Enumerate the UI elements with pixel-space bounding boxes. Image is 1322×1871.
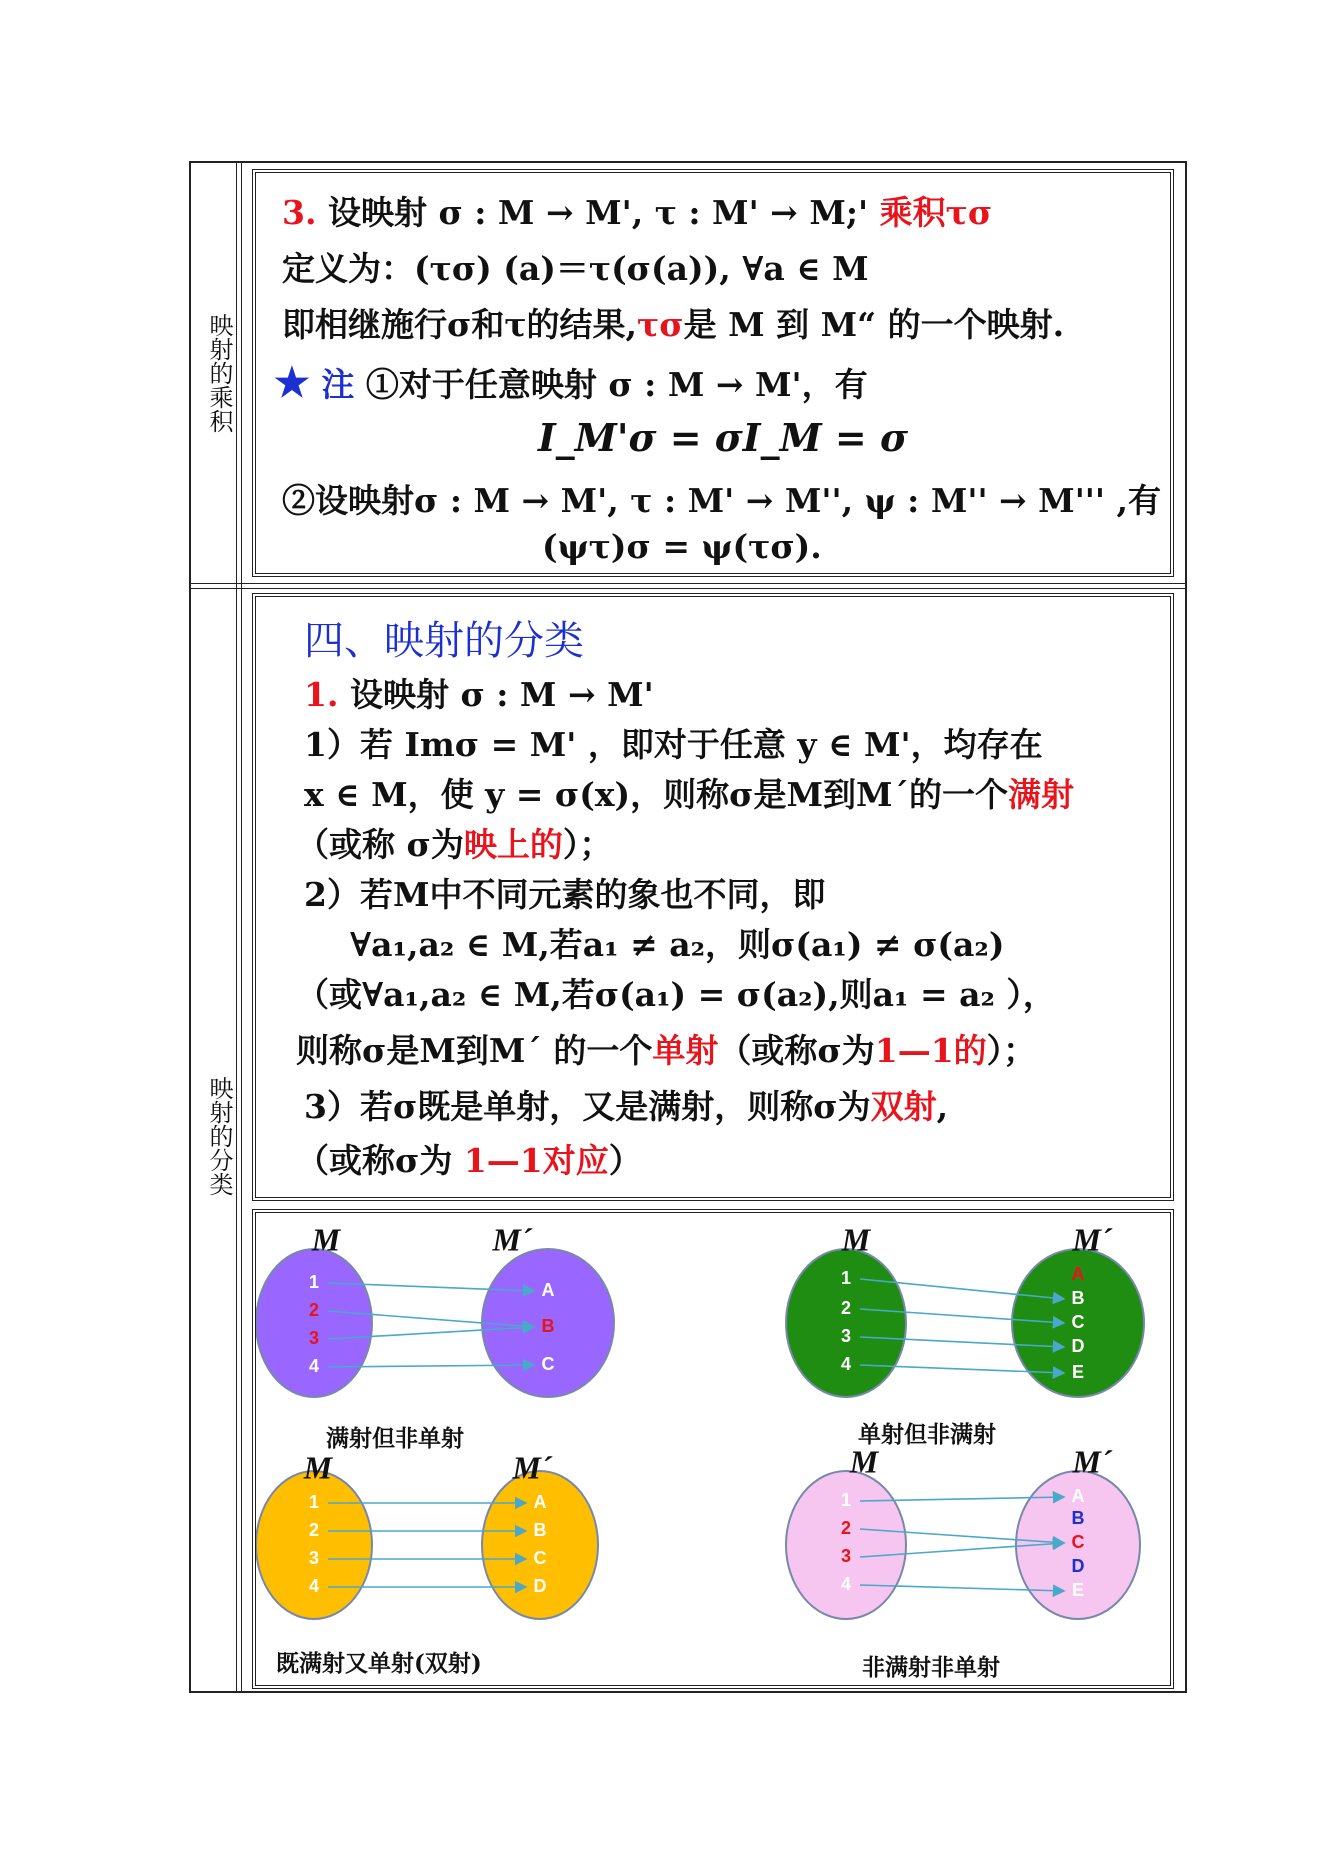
codomain-element: B xyxy=(1071,1507,1085,1528)
codomain-element: D xyxy=(1071,1335,1085,1356)
caption-neither: 非满射非单射 xyxy=(862,1654,1000,1681)
surjective-text: x ∈ M，使 y = σ(x)，则称σ是M到M´的一个 xyxy=(304,775,1009,814)
star-icon: ★ xyxy=(274,359,310,406)
onto-text: （或称 σ为 xyxy=(296,825,464,864)
classification-box xyxy=(252,593,1174,1201)
domain-label: M xyxy=(303,1449,333,1486)
surjective-condition: 1）若 Imσ = M' ，即对于任意 y ∈ M'，均存在 xyxy=(304,725,1043,764)
item-number: 1. xyxy=(304,675,339,714)
codomain-label: M´ xyxy=(1072,1221,1112,1258)
bijective-term: 双射 xyxy=(870,1087,937,1126)
injective-condition: 2）若M中不同元素的象也不同，即 xyxy=(304,875,826,914)
associativity-formula: (ψτ)σ = ψ(τσ). xyxy=(542,527,822,566)
domain-element: 4 xyxy=(308,1575,320,1596)
injective-formula-alt: （或∀a₁,a₂ ∈ M,若σ(a₁) = σ(a₂),则a₁ = a₂ ）， xyxy=(296,975,1056,1014)
domain-element: 4 xyxy=(308,1355,320,1376)
domain-label: M xyxy=(841,1221,871,1258)
composition-text: 即相继施行σ和τ的结果, xyxy=(282,305,638,344)
domain-element: 1 xyxy=(308,1271,320,1292)
bijective-text: 3）若σ既是单射，又是满射，则称σ为 xyxy=(304,1087,871,1126)
product-box xyxy=(252,169,1174,577)
associativity-condition: ②设映射σ : M → M', τ : M' → M'', ψ : M'' → M''' ,有 xyxy=(282,481,1161,520)
correspondence-term: 1—1对应 xyxy=(463,1141,609,1180)
identity-formula: I_M'σ = σI_M = σ xyxy=(538,415,908,460)
domain-element: 3 xyxy=(840,1325,852,1346)
domain-element: 2 xyxy=(840,1297,852,1318)
domain-element: 1 xyxy=(308,1491,320,1512)
side-label-classification: 映射的分类 xyxy=(205,1075,233,1196)
codomain-label: M´ xyxy=(512,1449,552,1486)
injective-text-mid: （或称σ为 xyxy=(718,1031,875,1070)
codomain-element: E xyxy=(1071,1579,1085,1600)
codomain-element: B xyxy=(541,1315,555,1336)
injective-term: 单射 xyxy=(652,1031,719,1070)
onto-text-end: ）； xyxy=(562,825,613,864)
codomain-element: D xyxy=(1071,1555,1085,1576)
caption-injective: 单射但非满射 xyxy=(858,1421,996,1448)
domain-element: 3 xyxy=(308,1327,320,1348)
domain-element: 2 xyxy=(308,1299,320,1320)
codomain-element: A xyxy=(533,1491,547,1512)
section-heading: 四、映射的分类 xyxy=(304,618,584,664)
codomain-label: M´ xyxy=(492,1221,532,1258)
one-to-one-term: 1—1的 xyxy=(874,1031,987,1070)
column-divider xyxy=(236,163,242,1691)
domain-element: 2 xyxy=(308,1519,320,1540)
codomain-element: E xyxy=(1071,1361,1085,1382)
injective-text: 则称σ是M到M´ 的一个 xyxy=(296,1031,653,1070)
codomain-element: C xyxy=(533,1547,547,1568)
composition-term: τσ xyxy=(637,305,684,344)
note-text: ①对于任意映射 σ : M → M'，有 xyxy=(365,365,868,404)
domain-label: M xyxy=(311,1221,341,1258)
product-term: 乘积τσ xyxy=(879,193,993,232)
codomain-element: C xyxy=(541,1353,555,1374)
diagram-box xyxy=(252,1209,1174,1689)
codomain-element: C xyxy=(1071,1311,1085,1332)
codomain-element: B xyxy=(1071,1287,1085,1308)
mapping-intro: 设映射 σ : M → M' xyxy=(349,675,654,714)
correspondence-text: （或称σ为 xyxy=(296,1141,464,1180)
domain-element: 4 xyxy=(840,1353,852,1374)
domain-element: 3 xyxy=(840,1545,852,1566)
side-label-product: 映射的乘积 xyxy=(205,312,233,433)
codomain-element: A xyxy=(541,1279,555,1300)
codomain-element: B xyxy=(533,1519,547,1540)
domain-element: 3 xyxy=(308,1547,320,1568)
correspondence-text-end: ） xyxy=(608,1141,642,1180)
injective-formula: ∀a₁,a₂ ∈ M,若a₁ ≠ a₂，则σ(a₁) ≠ σ(a₂) xyxy=(350,925,1005,964)
domain-element: 1 xyxy=(840,1267,852,1288)
domain-element: 1 xyxy=(840,1489,852,1510)
codomain-element: A xyxy=(1071,1485,1085,1506)
composition-text-end: 是 M 到 M“ 的一个映射. xyxy=(683,305,1065,344)
document-table xyxy=(189,161,1187,1693)
caption-surjective: 满射但非单射 xyxy=(326,1425,464,1452)
item-number: 3. xyxy=(282,193,317,232)
product-definition-line: 设映射 σ : M → M', τ : M' → M;' xyxy=(327,193,869,232)
surjective-term: 满射 xyxy=(1008,775,1075,814)
codomain-element: D xyxy=(533,1575,547,1596)
domain-element: 2 xyxy=(840,1517,852,1538)
domain-element: 4 xyxy=(840,1573,852,1594)
caption-bijective: 既满射又单射(双射) xyxy=(276,1650,482,1677)
codomain-element: C xyxy=(1071,1531,1085,1552)
note-label: 注 xyxy=(321,365,355,404)
bijective-comma: , xyxy=(936,1087,949,1126)
row-divider xyxy=(191,583,1185,589)
injective-text-end: ）； xyxy=(986,1031,1037,1070)
domain-label: M xyxy=(849,1443,879,1480)
codomain-element: A xyxy=(1071,1263,1085,1284)
codomain-label: M´ xyxy=(1072,1443,1112,1480)
definition-line: 定义为：(τσ) (a)＝τ(σ(a)), ∀a ∈ M xyxy=(282,249,869,288)
onto-term: 映上的 xyxy=(463,825,563,864)
